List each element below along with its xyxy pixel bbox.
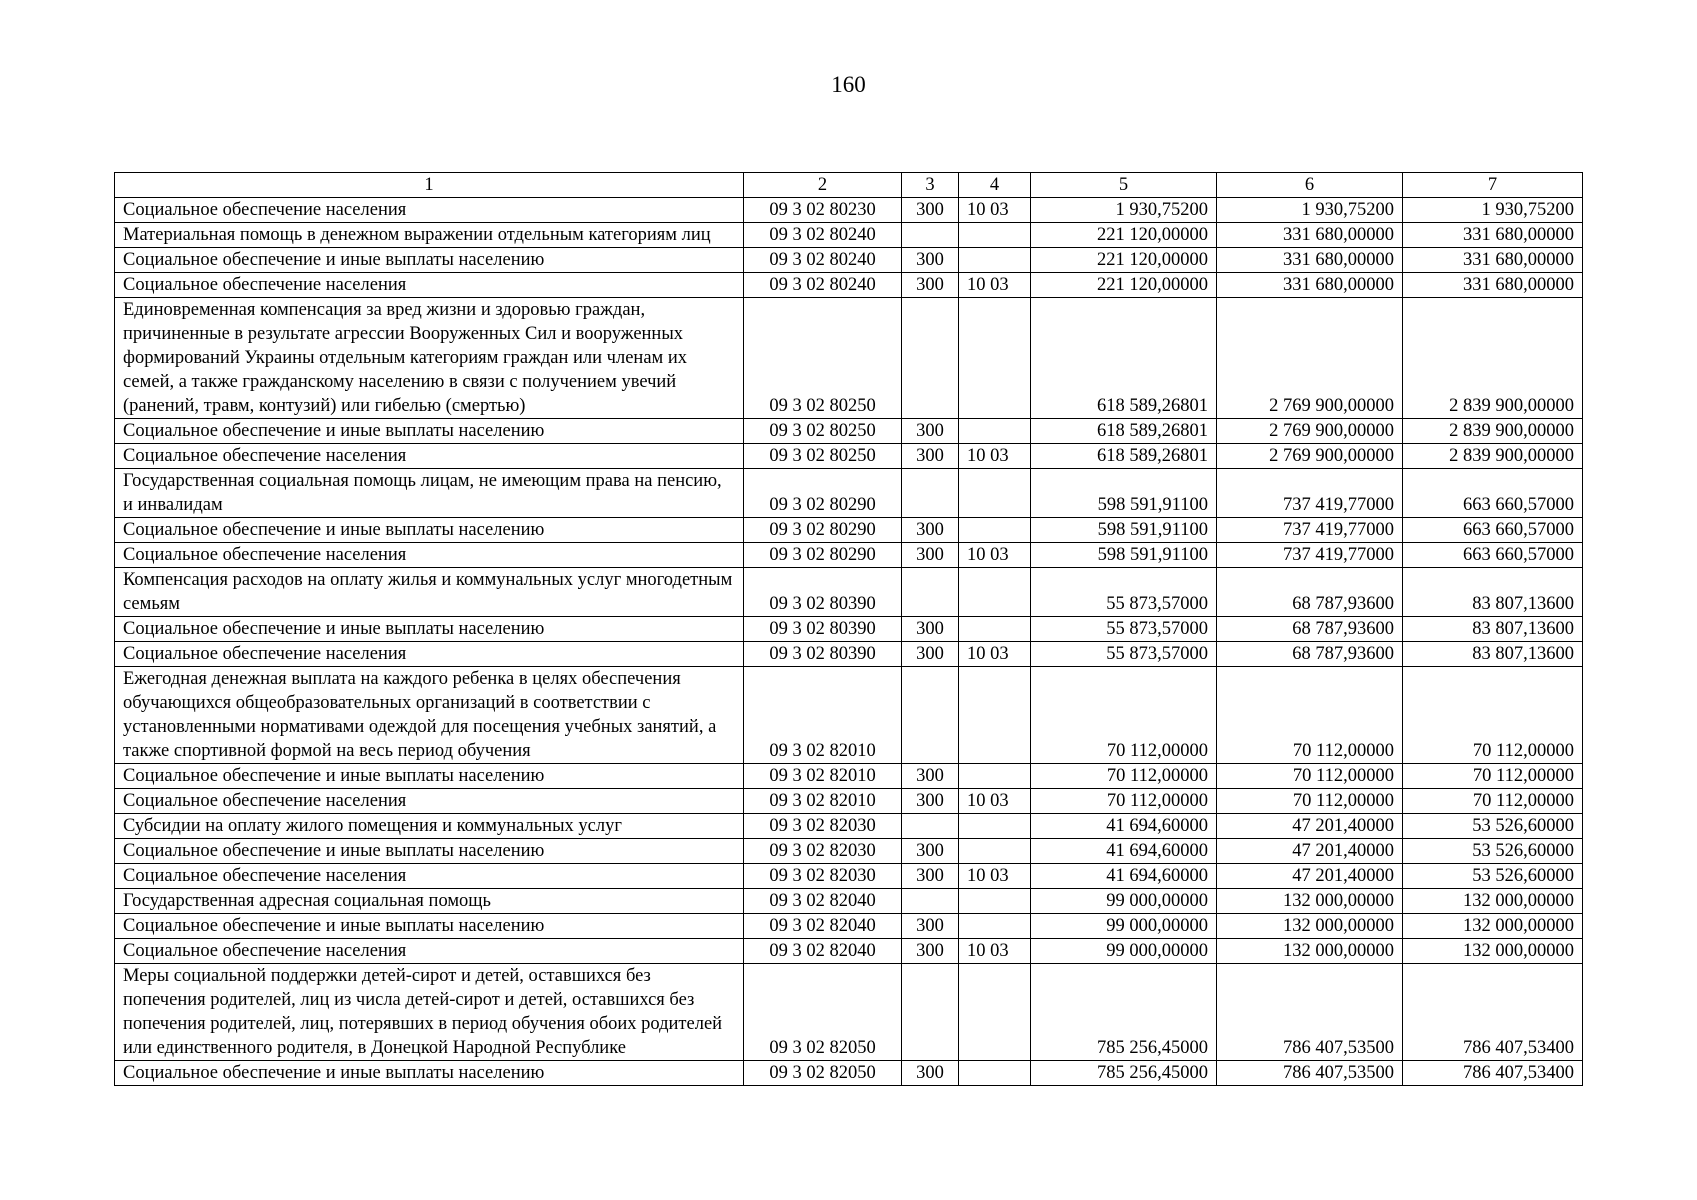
- amount-column-7: 53 526,60000: [1403, 814, 1583, 839]
- row-description: Материальная помощь в денежном выражении отдельным категориям лиц: [115, 223, 744, 248]
- row-description: Социальное обеспечение и иные выплаты населению: [115, 248, 744, 273]
- table-row: [115, 864, 1583, 889]
- amount-column-7: 53 526,60000: [1403, 839, 1583, 864]
- table-row: [115, 839, 1583, 864]
- amount-column-5: 785 256,45000: [1031, 964, 1217, 1061]
- row-description: Государственная адресная социальная помощь: [115, 889, 744, 914]
- row-description: Социальное обеспечение и иные выплаты населению: [115, 914, 744, 939]
- column-header: 5: [1031, 173, 1217, 198]
- amount-column-6: 132 000,00000: [1217, 914, 1403, 939]
- amount-column-6: 70 112,00000: [1217, 667, 1403, 764]
- section-code: [959, 223, 1031, 248]
- expense-type-code: [902, 889, 959, 914]
- amount-column-7: 132 000,00000: [1403, 939, 1583, 964]
- expense-type-code: [902, 223, 959, 248]
- amount-column-7: 83 807,13600: [1403, 568, 1583, 617]
- amount-column-6: 786 407,53500: [1217, 964, 1403, 1061]
- row-description: Социальное обеспечение и иные выплаты населению: [115, 419, 744, 444]
- amount-column-6: 331 680,00000: [1217, 223, 1403, 248]
- section-code: 10 03: [959, 864, 1031, 889]
- table-body: [115, 198, 1583, 1086]
- expense-type-code: [902, 814, 959, 839]
- expense-type-code: 300: [902, 939, 959, 964]
- row-description: Компенсация расходов на оплату жилья и коммунальных услуг многодетным семьям: [115, 568, 744, 617]
- amount-column-5: 221 120,00000: [1031, 273, 1217, 298]
- row-description: Социальное обеспечение и иные выплаты населению: [115, 617, 744, 642]
- section-code: [959, 617, 1031, 642]
- table-row: [115, 223, 1583, 248]
- target-article-code: 09 3 02 82010: [744, 764, 902, 789]
- target-article-code: 09 3 02 82010: [744, 667, 902, 764]
- amount-column-5: 221 120,00000: [1031, 223, 1217, 248]
- amount-column-5: 99 000,00000: [1031, 889, 1217, 914]
- budget-table: [114, 172, 1583, 1086]
- expense-type-code: 300: [902, 764, 959, 789]
- column-header: 4: [959, 173, 1031, 198]
- target-article-code: 09 3 02 80250: [744, 419, 902, 444]
- amount-column-5: 785 256,45000: [1031, 1061, 1217, 1086]
- target-article-code: 09 3 02 80390: [744, 617, 902, 642]
- table-row: [115, 814, 1583, 839]
- amount-column-7: 83 807,13600: [1403, 642, 1583, 667]
- amount-column-7: 132 000,00000: [1403, 889, 1583, 914]
- target-article-code: 09 3 02 82040: [744, 914, 902, 939]
- table-row: [115, 419, 1583, 444]
- amount-column-7: 331 680,00000: [1403, 273, 1583, 298]
- target-article-code: 09 3 02 80250: [744, 298, 902, 419]
- section-code: 10 03: [959, 198, 1031, 223]
- target-article-code: 09 3 02 80240: [744, 248, 902, 273]
- table-row: [115, 617, 1583, 642]
- section-code: [959, 518, 1031, 543]
- row-description: Единовременная компенсация за вред жизни и здоровью граждан, причиненные в результате агрессии Вооруженных Сил и вооруженных формирований Украины отдельным категориям граждан или членам их семей, а также гражданскому населению в связи с получением увечий (ранений, травм, контузий) или гибелью (смертью): [115, 298, 744, 419]
- expense-type-code: 300: [902, 642, 959, 667]
- target-article-code: 09 3 02 82030: [744, 814, 902, 839]
- row-description: Социальное обеспечение и иные выплаты населению: [115, 1061, 744, 1086]
- table-row: [115, 1061, 1583, 1086]
- amount-column-7: 663 660,57000: [1403, 518, 1583, 543]
- column-header: 7: [1403, 173, 1583, 198]
- amount-column-7: 663 660,57000: [1403, 543, 1583, 568]
- amount-column-5: 41 694,60000: [1031, 864, 1217, 889]
- row-description: Социальное обеспечение и иные выплаты населению: [115, 764, 744, 789]
- row-description: Социальное обеспечение населения: [115, 864, 744, 889]
- target-article-code: 09 3 02 82050: [744, 964, 902, 1061]
- amount-column-6: 68 787,93600: [1217, 568, 1403, 617]
- section-code: [959, 419, 1031, 444]
- expense-type-code: 300: [902, 789, 959, 814]
- amount-column-7: 132 000,00000: [1403, 914, 1583, 939]
- row-description: Социальное обеспечение населения: [115, 789, 744, 814]
- table-row: [115, 273, 1583, 298]
- section-code: 10 03: [959, 939, 1031, 964]
- row-description: Социальное обеспечение населения: [115, 543, 744, 568]
- target-article-code: 09 3 02 80290: [744, 469, 902, 518]
- amount-column-6: 1 930,75200: [1217, 198, 1403, 223]
- section-code: [959, 469, 1031, 518]
- amount-column-5: 618 589,26801: [1031, 298, 1217, 419]
- table-row: [115, 667, 1583, 764]
- amount-column-6: 47 201,40000: [1217, 864, 1403, 889]
- amount-column-6: 786 407,53500: [1217, 1061, 1403, 1086]
- amount-column-6: 2 769 900,00000: [1217, 419, 1403, 444]
- column-header: 2: [744, 173, 902, 198]
- row-description: Субсидии на оплату жилого помещения и коммунальных услуг: [115, 814, 744, 839]
- amount-column-7: 70 112,00000: [1403, 667, 1583, 764]
- target-article-code: 09 3 02 80390: [744, 642, 902, 667]
- section-code: [959, 568, 1031, 617]
- section-code: [959, 889, 1031, 914]
- section-code: [959, 814, 1031, 839]
- expense-type-code: [902, 568, 959, 617]
- table-row: [115, 198, 1583, 223]
- amount-column-6: 132 000,00000: [1217, 889, 1403, 914]
- amount-column-6: 2 769 900,00000: [1217, 444, 1403, 469]
- row-description: Социальное обеспечение и иные выплаты населению: [115, 518, 744, 543]
- amount-column-6: 68 787,93600: [1217, 642, 1403, 667]
- amount-column-6: 70 112,00000: [1217, 789, 1403, 814]
- target-article-code: 09 3 02 80290: [744, 543, 902, 568]
- amount-column-7: 786 407,53400: [1403, 964, 1583, 1061]
- amount-column-7: 2 839 900,00000: [1403, 444, 1583, 469]
- amount-column-5: 55 873,57000: [1031, 642, 1217, 667]
- row-description: Социальное обеспечение населения: [115, 273, 744, 298]
- amount-column-5: 70 112,00000: [1031, 667, 1217, 764]
- expense-type-code: 300: [902, 1061, 959, 1086]
- target-article-code: 09 3 02 80290: [744, 518, 902, 543]
- row-description: Социальное обеспечение населения: [115, 198, 744, 223]
- column-header: 3: [902, 173, 959, 198]
- table-row: [115, 889, 1583, 914]
- amount-column-6: 737 419,77000: [1217, 518, 1403, 543]
- table-row: [115, 543, 1583, 568]
- amount-column-5: 598 591,91100: [1031, 469, 1217, 518]
- expense-type-code: [902, 964, 959, 1061]
- amount-column-6: 737 419,77000: [1217, 469, 1403, 518]
- amount-column-7: 2 839 900,00000: [1403, 298, 1583, 419]
- column-header: 1: [115, 173, 744, 198]
- row-description: Социальное обеспечение населения: [115, 444, 744, 469]
- row-description: Меры социальной поддержки детей-сирот и детей, оставшихся без попечения родителей, лиц из числа детей-сирот и детей, оставшихся без попечения родителей, лиц, потерявших в период обучения обоих родителей или единственного родителя, в Донецкой Народной Республике: [115, 964, 744, 1061]
- amount-column-6: 68 787,93600: [1217, 617, 1403, 642]
- amount-column-5: 598 591,91100: [1031, 543, 1217, 568]
- amount-column-6: 47 201,40000: [1217, 839, 1403, 864]
- section-code: [959, 298, 1031, 419]
- column-header: 6: [1217, 173, 1403, 198]
- table-row: [115, 914, 1583, 939]
- amount-column-5: 618 589,26801: [1031, 419, 1217, 444]
- expense-type-code: 300: [902, 864, 959, 889]
- target-article-code: 09 3 02 80240: [744, 273, 902, 298]
- amount-column-5: 99 000,00000: [1031, 939, 1217, 964]
- amount-column-7: 331 680,00000: [1403, 248, 1583, 273]
- section-code: [959, 764, 1031, 789]
- amount-column-5: 598 591,91100: [1031, 518, 1217, 543]
- table-row: [115, 642, 1583, 667]
- row-description: Социальное обеспечение населения: [115, 642, 744, 667]
- expense-type-code: 300: [902, 248, 959, 273]
- section-code: [959, 964, 1031, 1061]
- amount-column-7: 70 112,00000: [1403, 789, 1583, 814]
- amount-column-5: 41 694,60000: [1031, 814, 1217, 839]
- section-code: 10 03: [959, 789, 1031, 814]
- target-article-code: 09 3 02 82040: [744, 939, 902, 964]
- table-row: [115, 298, 1583, 419]
- target-article-code: 09 3 02 82030: [744, 864, 902, 889]
- amount-column-6: 2 769 900,00000: [1217, 298, 1403, 419]
- expense-type-code: 300: [902, 518, 959, 543]
- section-code: [959, 839, 1031, 864]
- target-article-code: 09 3 02 82030: [744, 839, 902, 864]
- table-row: [115, 939, 1583, 964]
- section-code: [959, 1061, 1031, 1086]
- expense-type-code: 300: [902, 444, 959, 469]
- section-code: [959, 248, 1031, 273]
- amount-column-7: 331 680,00000: [1403, 223, 1583, 248]
- target-article-code: 09 3 02 80390: [744, 568, 902, 617]
- amount-column-7: 2 839 900,00000: [1403, 419, 1583, 444]
- target-article-code: 09 3 02 82010: [744, 789, 902, 814]
- amount-column-7: 663 660,57000: [1403, 469, 1583, 518]
- amount-column-5: 221 120,00000: [1031, 248, 1217, 273]
- amount-column-5: 618 589,26801: [1031, 444, 1217, 469]
- expense-type-code: 300: [902, 914, 959, 939]
- amount-column-7: 786 407,53400: [1403, 1061, 1583, 1086]
- expense-type-code: 300: [902, 419, 959, 444]
- target-article-code: 09 3 02 80240: [744, 223, 902, 248]
- amount-column-7: 83 807,13600: [1403, 617, 1583, 642]
- amount-column-6: 737 419,77000: [1217, 543, 1403, 568]
- table-row: [115, 248, 1583, 273]
- table-row: [115, 518, 1583, 543]
- amount-column-5: 99 000,00000: [1031, 914, 1217, 939]
- amount-column-7: 1 930,75200: [1403, 198, 1583, 223]
- row-description: Государственная социальная помощь лицам, не имеющим права на пенсию, и инвалидам: [115, 469, 744, 518]
- section-code: [959, 667, 1031, 764]
- table-row: [115, 789, 1583, 814]
- page-number: 160: [831, 72, 866, 97]
- amount-column-5: 55 873,57000: [1031, 617, 1217, 642]
- expense-type-code: 300: [902, 617, 959, 642]
- amount-column-6: 70 112,00000: [1217, 764, 1403, 789]
- section-code: 10 03: [959, 642, 1031, 667]
- target-article-code: 09 3 02 82040: [744, 889, 902, 914]
- section-code: 10 03: [959, 543, 1031, 568]
- amount-column-6: 331 680,00000: [1217, 248, 1403, 273]
- table-row: [115, 469, 1583, 518]
- row-description: Социальное обеспечение и иные выплаты населению: [115, 839, 744, 864]
- amount-column-5: 55 873,57000: [1031, 568, 1217, 617]
- amount-column-7: 70 112,00000: [1403, 764, 1583, 789]
- target-article-code: 09 3 02 82050: [744, 1061, 902, 1086]
- row-description: Ежегодная денежная выплата на каждого ребенка в целях обеспечения обучающихся общеобразовательных организаций в соответствии с установленными нормативами одеждой для посещения учебных занятий, а также спортивной формой на весь период обучения: [115, 667, 744, 764]
- amount-column-7: 53 526,60000: [1403, 864, 1583, 889]
- table-row: [115, 444, 1583, 469]
- amount-column-6: 331 680,00000: [1217, 273, 1403, 298]
- table-row: [115, 568, 1583, 617]
- section-code: 10 03: [959, 273, 1031, 298]
- amount-column-5: 1 930,75200: [1031, 198, 1217, 223]
- expense-type-code: 300: [902, 198, 959, 223]
- table-row: [115, 964, 1583, 1061]
- amount-column-5: 41 694,60000: [1031, 839, 1217, 864]
- row-description: Социальное обеспечение населения: [115, 939, 744, 964]
- column-number-row: [115, 173, 1583, 198]
- table-row: [115, 764, 1583, 789]
- amount-column-5: 70 112,00000: [1031, 789, 1217, 814]
- expense-type-code: [902, 298, 959, 419]
- amount-column-6: 132 000,00000: [1217, 939, 1403, 964]
- amount-column-5: 70 112,00000: [1031, 764, 1217, 789]
- amount-column-6: 47 201,40000: [1217, 814, 1403, 839]
- expense-type-code: 300: [902, 273, 959, 298]
- expense-type-code: [902, 469, 959, 518]
- expense-type-code: 300: [902, 543, 959, 568]
- target-article-code: 09 3 02 80250: [744, 444, 902, 469]
- section-code: [959, 914, 1031, 939]
- expense-type-code: 300: [902, 839, 959, 864]
- target-article-code: 09 3 02 80230: [744, 198, 902, 223]
- section-code: 10 03: [959, 444, 1031, 469]
- expense-type-code: [902, 667, 959, 764]
